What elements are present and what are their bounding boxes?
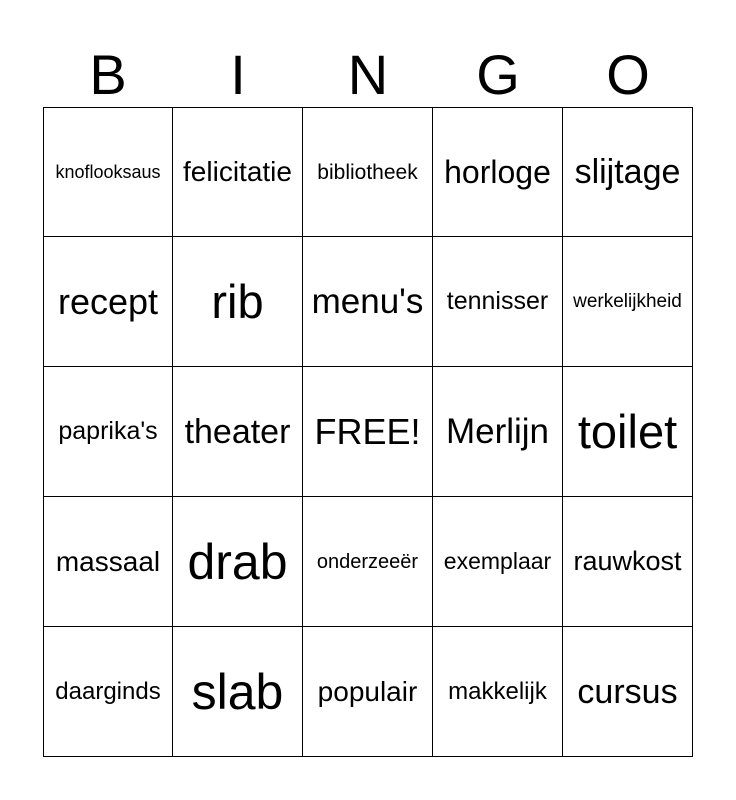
bingo-cell: menu's (303, 237, 433, 367)
bingo-header (43, 42, 693, 108)
header-letter-b: B (89, 43, 127, 106)
bingo-cell: bibliotheek (303, 107, 433, 237)
header-letter-o: O (606, 43, 650, 106)
bingo-cell: rib (173, 237, 303, 367)
bingo-cell: onderzeeër (303, 497, 433, 627)
bingo-cell: slijtage (563, 107, 693, 237)
bingo-cell: werkelijkheid (563, 237, 693, 367)
bingo-cell: recept (43, 237, 173, 367)
bingo-cell: tennisser (433, 237, 563, 367)
header-letter-n: N (347, 43, 389, 106)
bingo-cell: exemplaar (433, 497, 563, 627)
bingo-cell: cursus (563, 627, 693, 757)
free-space-cell: FREE! (303, 367, 433, 497)
header-letter-i: I (230, 43, 246, 106)
bingo-cell: felicitatie (173, 107, 303, 237)
bingo-board (43, 107, 693, 757)
bingo-cell: horloge (433, 107, 563, 237)
bingo-cell: makkelijk (433, 627, 563, 757)
bingo-cell: paprika's (43, 367, 173, 497)
bingo-cell: toilet (563, 367, 693, 497)
bingo-cell: slab (173, 627, 303, 757)
bingo-cell: drab (173, 497, 303, 627)
bingo-cell: knoflooksaus (43, 107, 173, 237)
bingo-cell: Merlijn (433, 367, 563, 497)
header-letter-g: G (476, 43, 520, 106)
bingo-cell: daarginds (43, 627, 173, 757)
bingo-cell: theater (173, 367, 303, 497)
bingo-cell: populair (303, 627, 433, 757)
bingo-cell: massaal (43, 497, 173, 627)
bingo-cell: rauwkost (563, 497, 693, 627)
